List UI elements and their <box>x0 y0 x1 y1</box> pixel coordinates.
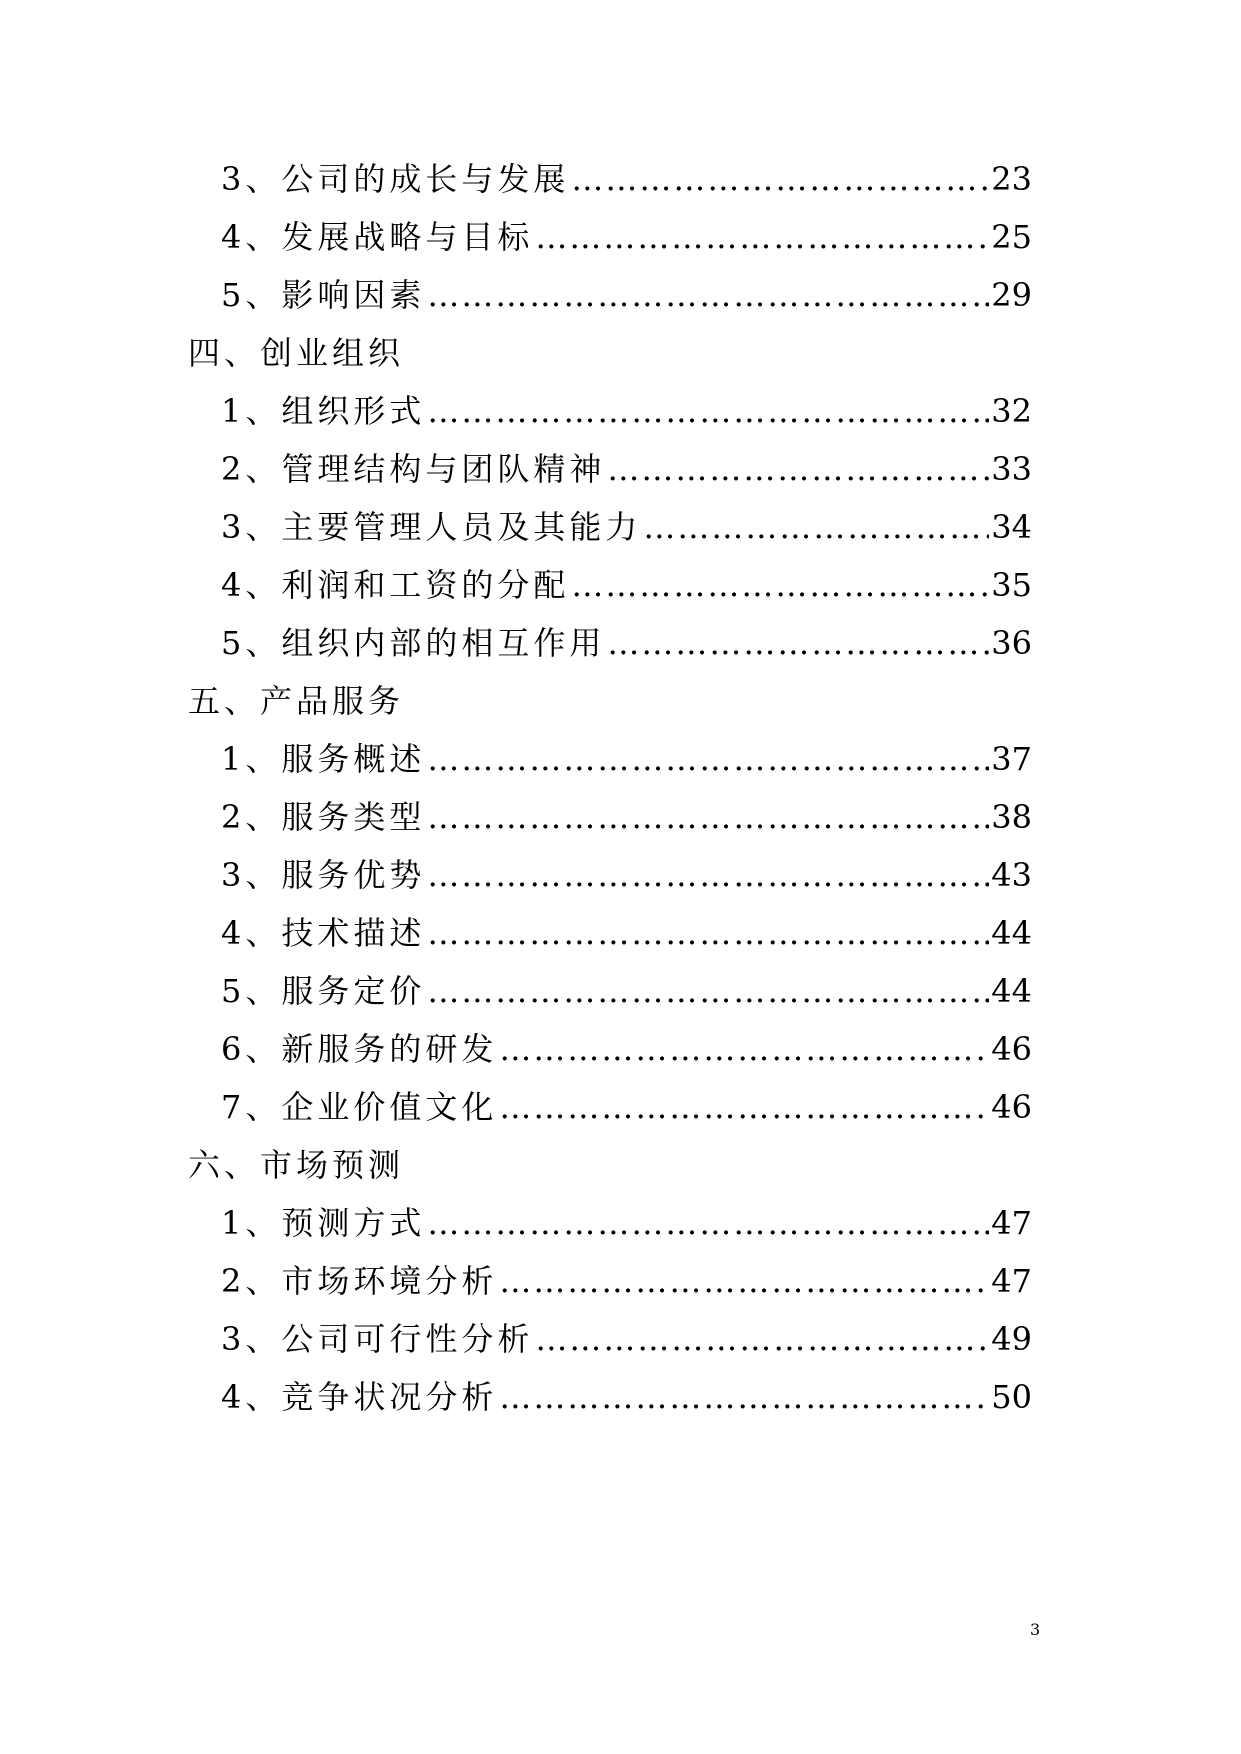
toc-entry-label: 1、服务概述 <box>221 740 426 778</box>
dot-leader <box>427 962 989 1020</box>
toc-entry <box>0 498 1241 556</box>
toc-entry <box>0 614 1241 672</box>
toc-entry-label: 6、新服务的研发 <box>221 1030 498 1068</box>
dot-leader <box>571 556 989 614</box>
section-heading <box>188 1136 404 1194</box>
toc-entry-line[interactable] <box>221 1194 1032 1252</box>
toc-entry-page-number: 49 <box>991 1320 1032 1358</box>
toc-entry <box>0 382 1241 440</box>
toc-entry-line[interactable] <box>221 1310 1032 1368</box>
dot-leader <box>643 498 989 556</box>
toc-entry-label: 5、组织内部的相互作用 <box>221 624 606 662</box>
toc-section-heading <box>0 324 1241 382</box>
dot-leader <box>427 846 989 904</box>
toc-entry-line[interactable] <box>221 266 1032 324</box>
dot-leader <box>571 150 989 208</box>
toc-entry-line[interactable] <box>221 1020 1032 1078</box>
section-heading-label: 五、产品服务 <box>188 682 405 720</box>
toc-entry-page-number: 23 <box>991 160 1032 198</box>
toc-entry-line[interactable] <box>221 1252 1032 1310</box>
toc-entry-label: 5、服务定价 <box>221 972 426 1010</box>
dot-leader <box>607 614 989 672</box>
toc-entry-page-number: 38 <box>991 798 1032 836</box>
dot-leader <box>535 208 989 266</box>
section-heading-label: 四、创业组织 <box>188 334 405 372</box>
dot-leader <box>427 788 989 846</box>
toc-entry-page-number: 25 <box>991 218 1032 256</box>
toc-entry-page-number: 34 <box>991 508 1032 546</box>
toc-entry-page-number: 47 <box>991 1262 1032 1300</box>
section-heading <box>188 324 404 382</box>
toc-entry-label: 3、服务优势 <box>221 856 426 894</box>
toc-entry <box>0 730 1241 788</box>
toc-entry <box>0 1310 1241 1368</box>
toc-entry-label: 3、公司可行性分析 <box>221 1320 534 1358</box>
toc-entry-label: 3、主要管理人员及其能力 <box>221 508 642 546</box>
toc-entry-label: 2、管理结构与团队精神 <box>221 450 606 488</box>
toc-entry-label: 4、竞争状况分析 <box>221 1378 498 1416</box>
toc-entry-page-number: 35 <box>991 566 1032 604</box>
toc-entry-page-number: 46 <box>991 1088 1032 1126</box>
toc-entry-label: 5、影响因素 <box>221 276 426 314</box>
toc-entry-line[interactable] <box>221 1368 1032 1426</box>
table-of-contents <box>0 150 1241 1426</box>
toc-entry-line[interactable] <box>221 440 1032 498</box>
toc-entry-label: 3、公司的成长与发展 <box>221 160 570 198</box>
toc-section-heading <box>0 1136 1241 1194</box>
toc-entry-page-number: 47 <box>991 1204 1032 1242</box>
toc-entry-label: 4、发展战略与目标 <box>221 218 534 256</box>
dot-leader <box>427 266 989 324</box>
dot-leader <box>427 1194 989 1252</box>
section-heading-label: 六、市场预测 <box>188 1146 405 1184</box>
toc-entry-line[interactable] <box>221 962 1032 1020</box>
toc-entry <box>0 846 1241 904</box>
toc-entry-page-number: 29 <box>991 276 1032 314</box>
toc-entry-label: 4、利润和工资的分配 <box>221 566 570 604</box>
toc-entry-line[interactable] <box>221 1078 1032 1136</box>
toc-entry-page-number: 36 <box>991 624 1032 662</box>
toc-entry <box>0 904 1241 962</box>
dot-leader <box>499 1368 989 1426</box>
dot-leader <box>535 1310 989 1368</box>
toc-entry <box>0 1194 1241 1252</box>
dot-leader <box>427 382 989 440</box>
toc-entry-page-number: 44 <box>991 914 1032 952</box>
toc-entry-line[interactable] <box>221 208 1032 266</box>
toc-entry-label: 4、技术描述 <box>221 914 426 952</box>
toc-entry-line[interactable] <box>221 788 1032 846</box>
toc-entry-label: 7、企业价值文化 <box>221 1088 498 1126</box>
dot-leader <box>607 440 989 498</box>
dot-leader <box>427 904 989 962</box>
toc-entry <box>0 1020 1241 1078</box>
toc-entry-page-number: 50 <box>991 1378 1032 1416</box>
toc-entry-line[interactable] <box>221 846 1032 904</box>
dot-leader <box>499 1252 989 1310</box>
toc-entry <box>0 1252 1241 1310</box>
toc-entry <box>0 962 1241 1020</box>
toc-entry <box>0 1078 1241 1136</box>
dot-leader <box>499 1020 989 1078</box>
toc-section-heading <box>0 672 1241 730</box>
toc-entry-page-number: 32 <box>991 392 1032 430</box>
toc-entry-line[interactable] <box>221 904 1032 962</box>
toc-entry-label: 2、市场环境分析 <box>221 1262 498 1300</box>
toc-entry <box>0 788 1241 846</box>
toc-entry-label: 1、组织形式 <box>221 392 426 430</box>
toc-entry-page-number: 46 <box>991 1030 1032 1068</box>
toc-entry-line[interactable] <box>221 150 1032 208</box>
page-number: 3 <box>1030 1620 1041 1639</box>
toc-entry-line[interactable] <box>221 614 1032 672</box>
toc-entry-line[interactable] <box>221 498 1032 556</box>
toc-entry <box>0 266 1241 324</box>
dot-leader <box>499 1078 989 1136</box>
toc-entry-label: 2、服务类型 <box>221 798 426 836</box>
section-heading <box>188 672 404 730</box>
toc-entry-line[interactable] <box>221 556 1032 614</box>
toc-entry-page-number: 33 <box>991 450 1032 488</box>
toc-entry-line[interactable] <box>221 730 1032 788</box>
toc-entry <box>0 208 1241 266</box>
toc-entry <box>0 1368 1241 1426</box>
toc-entry-label: 1、预测方式 <box>221 1204 426 1242</box>
dot-leader <box>427 730 989 788</box>
toc-entry-page-number: 37 <box>991 740 1032 778</box>
toc-entry <box>0 440 1241 498</box>
toc-entry-line[interactable] <box>221 382 1032 440</box>
toc-entry-page-number: 43 <box>991 856 1032 894</box>
toc-entry-page-number: 44 <box>991 972 1032 1010</box>
toc-entry <box>0 556 1241 614</box>
toc-entry <box>0 150 1241 208</box>
